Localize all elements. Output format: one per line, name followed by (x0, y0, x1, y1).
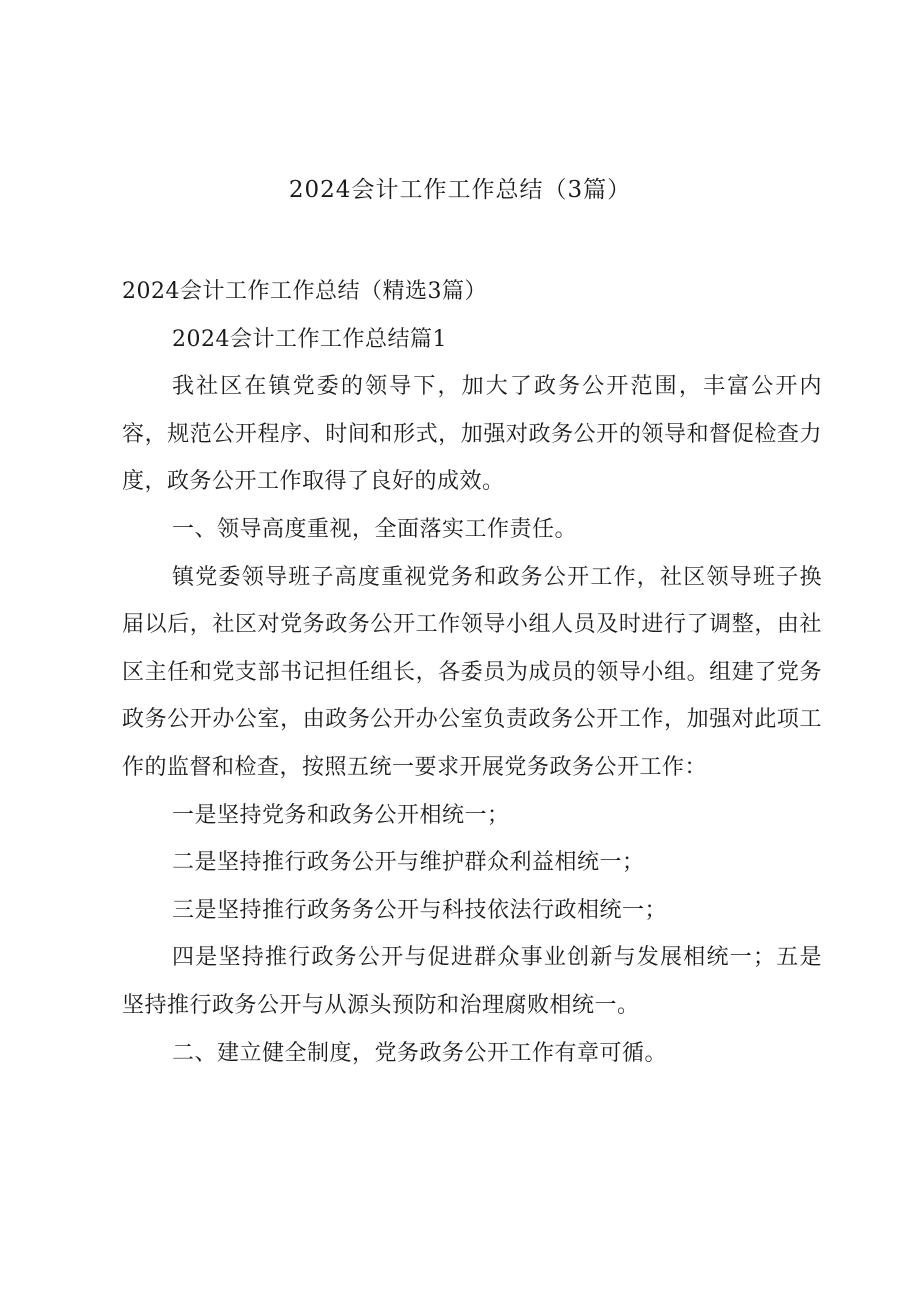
document-subtitle: 2024会计工作工作总结（精选3篇） (122, 279, 487, 304)
section-heading: 2024会计工作工作总结篇1 (172, 326, 447, 352)
list-item: 四是坚持推行政务公开与促进群众事业创新与发展相统一；五是坚持推行政务公开与从源头预防和治理腐败相统一。 (122, 945, 822, 1018)
document-title: 2024会计工作工作总结（3篇） (288, 177, 632, 203)
list-item: 三是坚持推行政务务公开与科技依法行政相统一； (172, 897, 668, 923)
section-heading-2: 二、建立健全制度，党务政务公开工作有章可循。 (172, 1040, 668, 1066)
list-item: 一是坚持党务和政务公开相统一； (172, 802, 510, 828)
section-heading-1: 一、领导高度重视，全面落实工作责任。 (172, 516, 578, 542)
paragraph: 我社区在镇党委的领导下，加大了政务公开范围，丰富公开内容，规范公开程序、时间和形式，加强对政务公开的领导和督促检查力度，政务公开工作取得了良好的成效。 (122, 374, 822, 495)
list-item: 二是坚持推行政务公开与维护群众利益相统一； (172, 850, 645, 876)
paragraph: 镇党委领导班子高度重视党务和政务公开工作，社区领导班子换届以后，社区对党务政务公开工作领导小组人员及时进行了调整，由社区主任和党支部书记担任组长，各委员为成员的领导小组。组建了党务政务公开办公室，由政务公开办公室负责政务公开工作，加强对此项工作的监督和检查，按照五统一要求开展党务政务公开工作： (122, 564, 822, 780)
document-body (122, 268, 822, 1077)
